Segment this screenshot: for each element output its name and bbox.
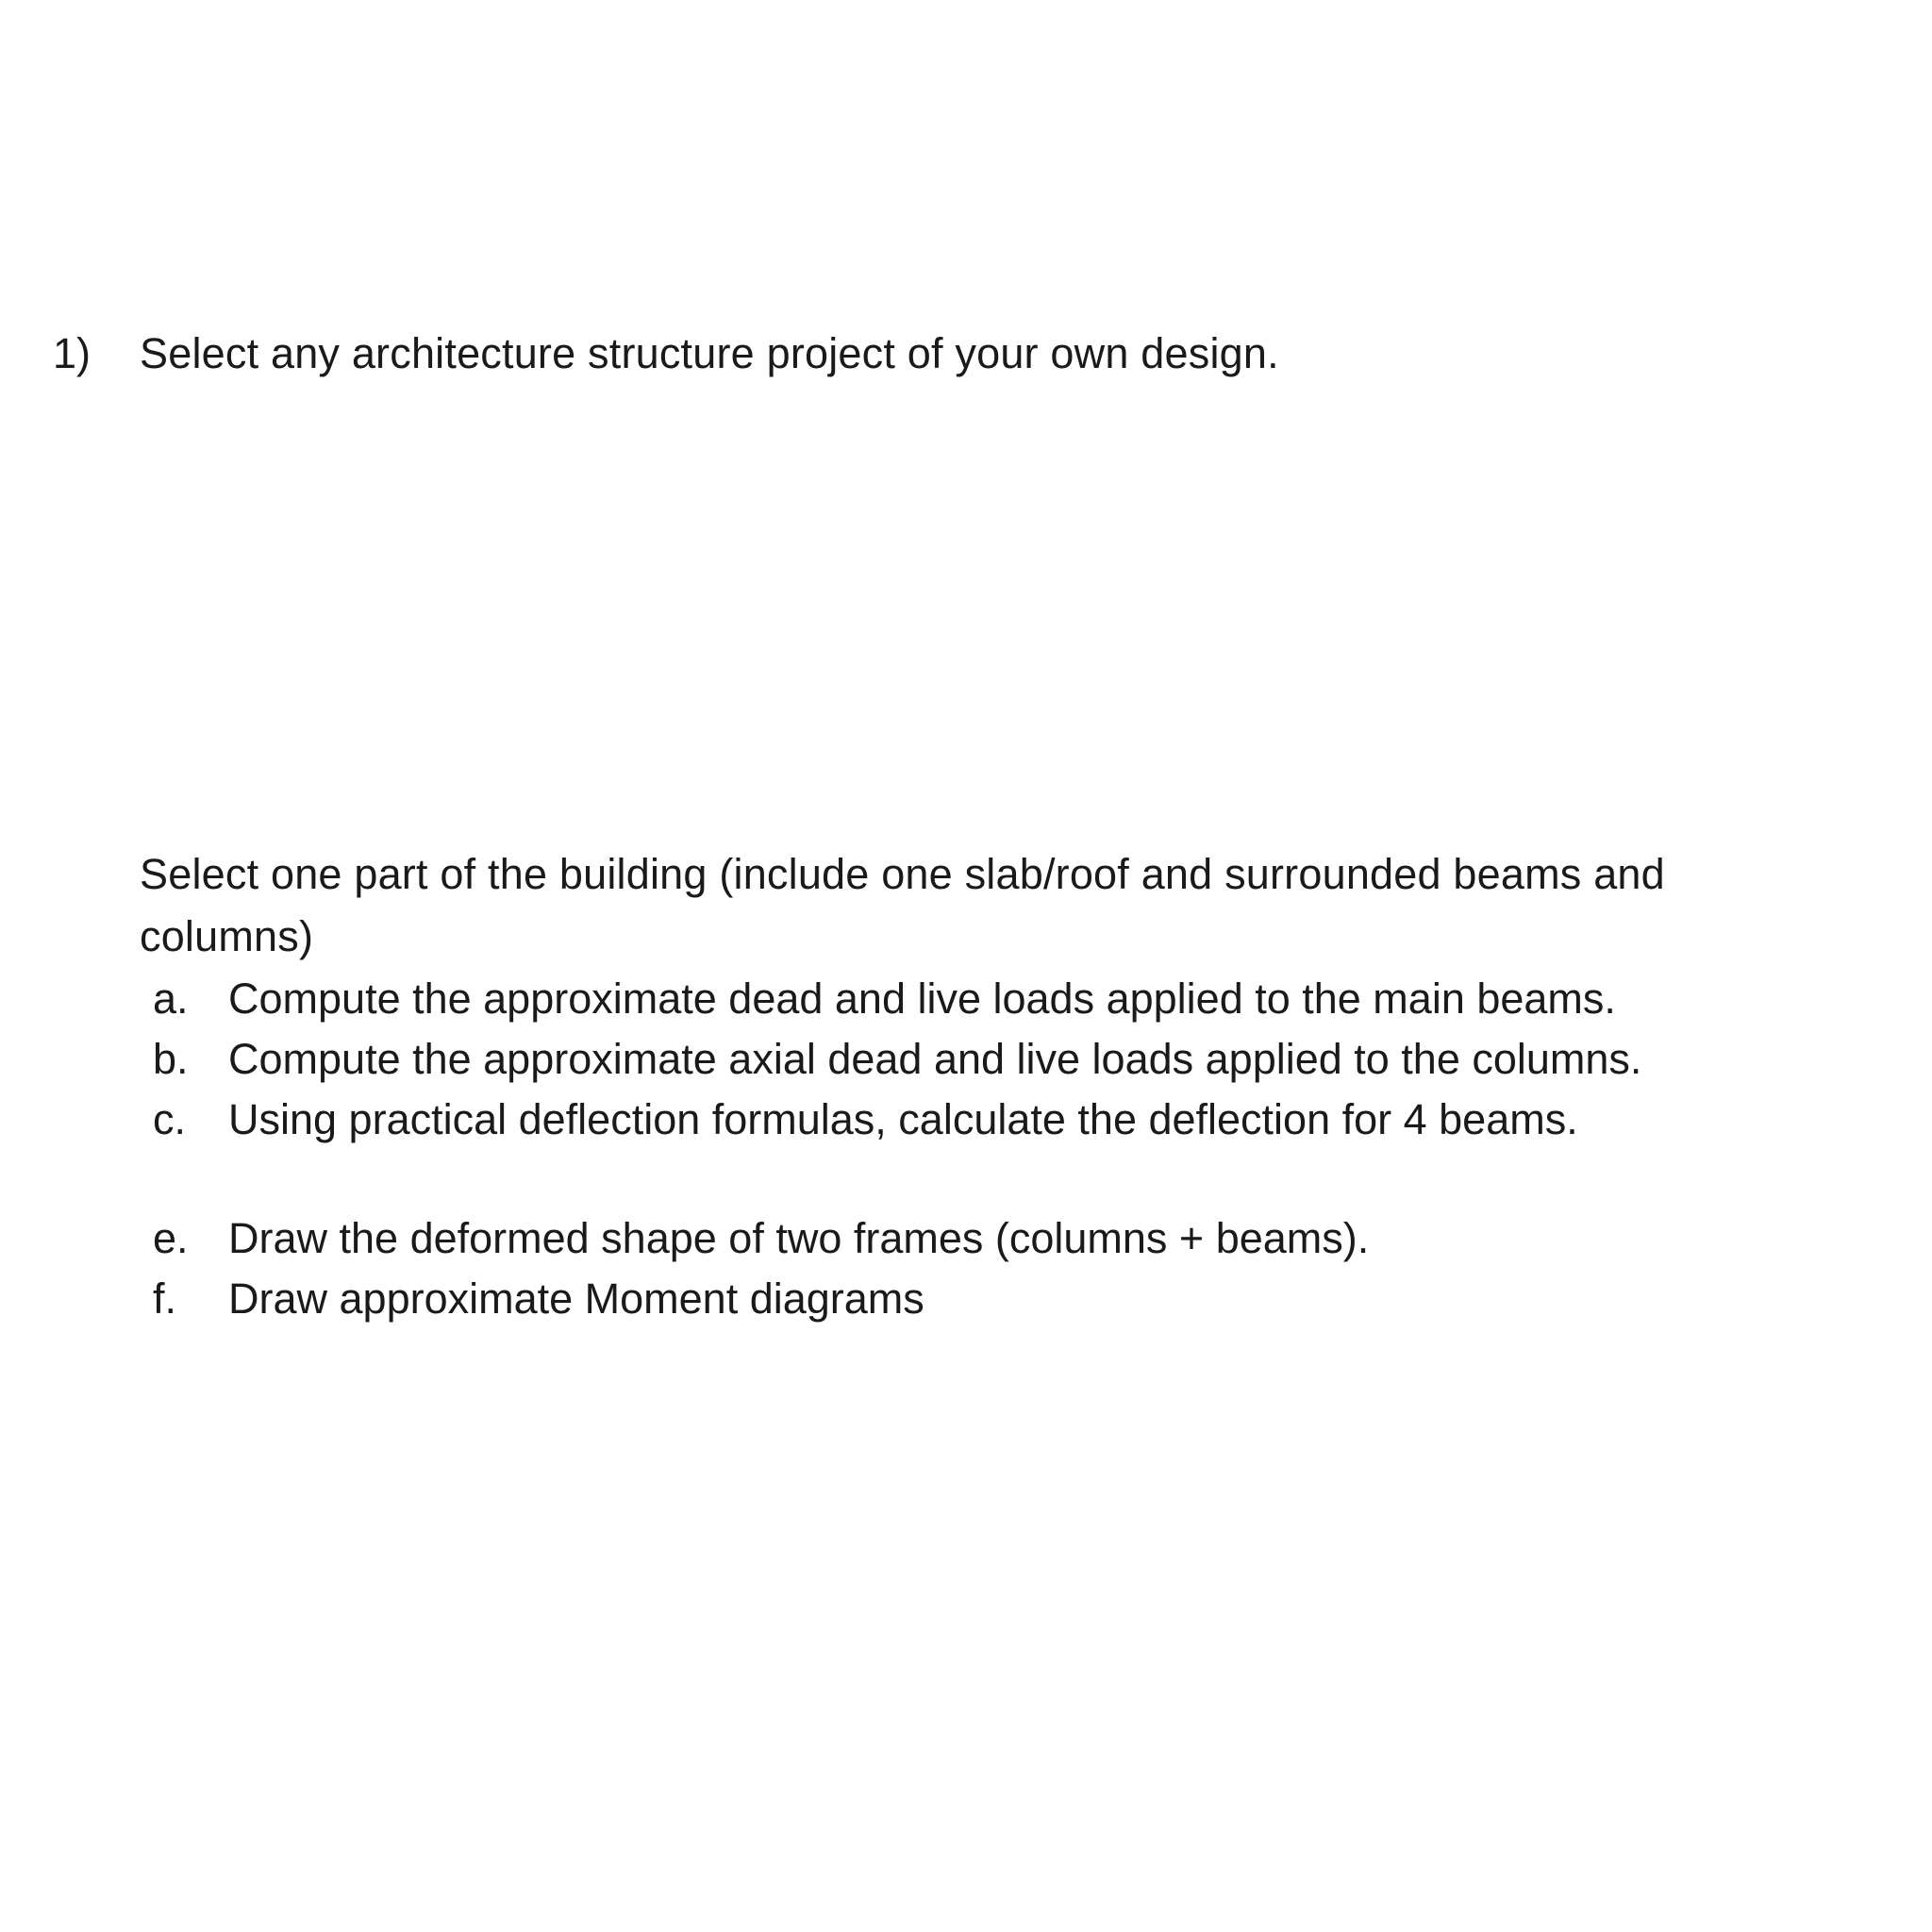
task-b-text: Compute the approximate axial dead and live loads applied to the columns. — [228, 1035, 1642, 1083]
question-text: Select any architecture structure project of your own design. — [140, 329, 1279, 377]
intro-line-1: Select one part of the building (include one slab/roof and surrounded beams and — [140, 850, 1665, 898]
task-f-text: Draw approximate Moment diagrams — [228, 1274, 924, 1323]
task-c-text: Using practical deflection formulas, calculate the deflection for 4 beams. — [228, 1095, 1578, 1143]
intro-line-2: columns) — [140, 912, 314, 960]
task-b-label: b. — [153, 1035, 189, 1083]
task-f-label: f. — [153, 1274, 177, 1323]
task-c-label: c. — [153, 1095, 187, 1143]
question-number: 1) — [53, 329, 92, 377]
task-a-label: a. — [153, 974, 189, 1023]
task-a-text: Compute the approximate dead and live loads applied to the main beams. — [228, 974, 1616, 1023]
task-e-label: e. — [153, 1214, 189, 1262]
task-e-text: Draw the deformed shape of two frames (columns + beams). — [228, 1214, 1370, 1262]
